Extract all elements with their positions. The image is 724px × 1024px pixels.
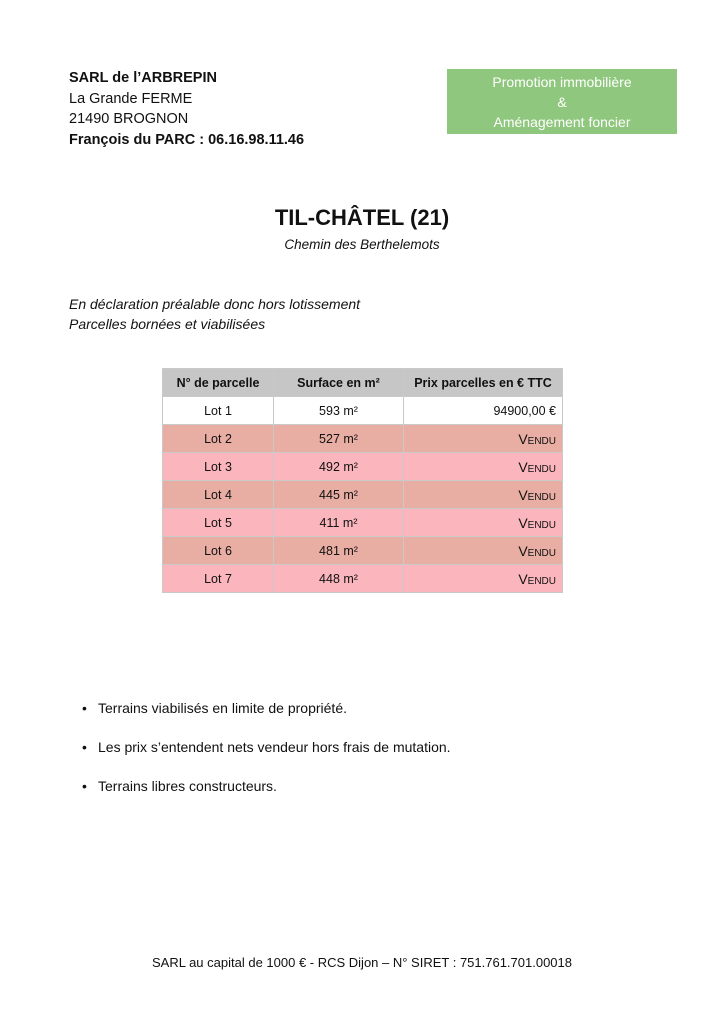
note-line2: Parcelles bornées et viabilisées <box>69 316 266 332</box>
lots-table <box>162 368 563 593</box>
sold-label: Vendu <box>518 430 556 447</box>
surface-cell: 593 m² <box>274 397 404 425</box>
table-row <box>163 425 563 453</box>
promo-line1: Promotion immobilière <box>492 74 632 90</box>
header-surface: Surface en m² <box>274 369 404 397</box>
surface-cell: 481 m² <box>274 537 404 565</box>
notes-block <box>69 294 360 334</box>
sold-label: Vendu <box>518 570 556 587</box>
company-address-line1: La Grande FERME <box>69 90 193 107</box>
price-cell <box>404 537 563 565</box>
sold-label: Vendu <box>518 514 556 531</box>
company-contact: François du PARC : 06.16.98.11.46 <box>69 131 305 148</box>
price-cell <box>404 565 563 593</box>
bullet-list <box>69 698 451 815</box>
lot-cell: Lot 4 <box>163 481 274 509</box>
surface-cell: 411 m² <box>274 509 404 537</box>
price-cell <box>404 509 563 537</box>
promo-line3: Aménagement foncier <box>493 114 631 130</box>
page-title: TIL-CHÂTEL (21) <box>274 205 450 230</box>
lot-cell: Lot 6 <box>163 537 274 565</box>
company-name: SARL de l’ARBREPIN <box>69 70 217 86</box>
list-item <box>69 698 451 737</box>
price-cell <box>404 425 563 453</box>
table-row <box>163 481 563 509</box>
sold-label: Vendu <box>518 486 556 503</box>
table-row <box>163 537 563 565</box>
header-lot: N° de parcelle <box>163 369 274 397</box>
bullet-icon: • <box>82 739 87 755</box>
list-item <box>69 776 451 815</box>
promo-line2: & <box>557 94 567 110</box>
table-row <box>163 397 563 425</box>
table-header-row <box>163 369 563 397</box>
price-cell <box>404 481 563 509</box>
lot-cell: Lot 3 <box>163 453 274 481</box>
lot-cell: Lot 1 <box>163 397 274 425</box>
price-cell <box>404 453 563 481</box>
sold-label: Vendu <box>518 542 556 559</box>
bullet-text: Terrains viabilisés en limite de propriété. <box>98 700 347 716</box>
lot-cell: Lot 2 <box>163 425 274 453</box>
page-subtitle: Chemin des Berthelemots <box>284 237 440 252</box>
table-row <box>163 453 563 481</box>
bullet-icon: • <box>82 778 87 794</box>
table-row <box>163 565 563 593</box>
surface-cell: 448 m² <box>274 565 404 593</box>
bullet-text: Les prix s’entendent nets vendeur hors frais de mutation. <box>98 739 451 755</box>
list-item <box>69 737 451 776</box>
lot-cell: Lot 7 <box>163 565 274 593</box>
lot-cell: Lot 5 <box>163 509 274 537</box>
sold-label: Vendu <box>518 458 556 475</box>
page-footer: SARL au capital de 1000 € - RCS Dijon – N° SIRET : 751.761.701.00018 <box>151 955 572 970</box>
header-price: Prix parcelles en € TTC <box>404 369 563 397</box>
bullet-text: Terrains libres constructeurs. <box>98 778 277 794</box>
bullet-icon: • <box>82 700 87 716</box>
surface-cell: 527 m² <box>274 425 404 453</box>
promo-banner <box>447 69 677 134</box>
surface-cell: 492 m² <box>274 453 404 481</box>
surface-cell: 445 m² <box>274 481 404 509</box>
note-line1: En déclaration préalable donc hors lotissement <box>69 296 361 312</box>
company-block <box>69 68 304 150</box>
price-cell: 94900,00 € <box>404 397 563 425</box>
company-address-line2: 21490 BROGNON <box>69 111 189 127</box>
table-row <box>163 509 563 537</box>
